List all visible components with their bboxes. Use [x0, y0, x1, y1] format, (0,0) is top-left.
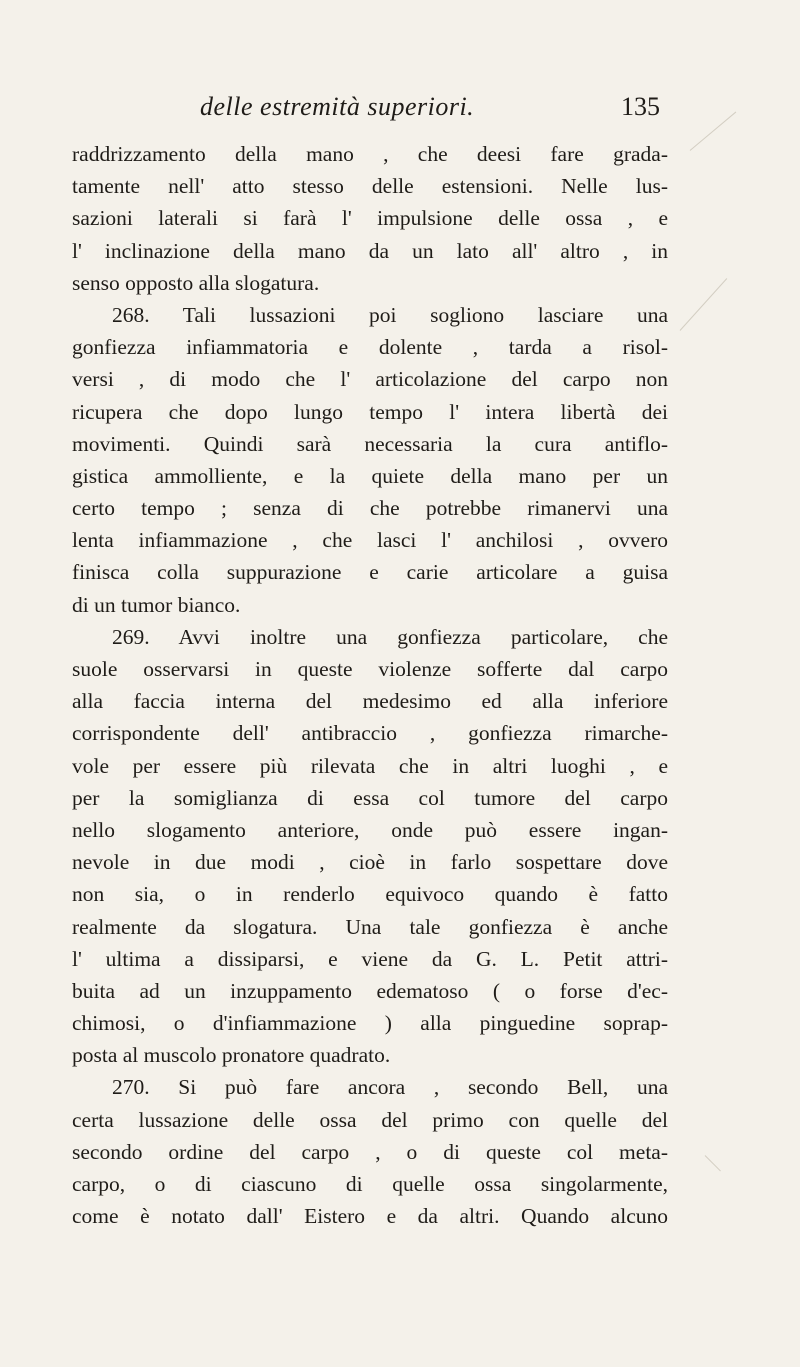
text-line: finisca colla suppurazione e carie articolare a guisa — [72, 560, 668, 585]
paragraph-start-269: 269. Avvi inoltre una gonfiezza particolare, che — [112, 624, 668, 649]
paper-crease-mark — [690, 112, 737, 151]
text-line: l' inclinazione della mano da un lato all' altro , in — [72, 238, 668, 263]
text-line: per la somiglianza di essa col tumore del carpo — [72, 785, 668, 810]
text-line: l' ultima a dissiparsi, e viene da G. L. Petit attri- — [72, 946, 668, 971]
running-head — [150, 92, 660, 132]
text-line: senso opposto alla slogatura. — [72, 270, 320, 295]
text-line: nevole in due modi , cioè in farlo sospettare dove — [72, 850, 668, 875]
text-line: suole osservarsi in queste violenze sofferte dal carpo — [72, 657, 668, 681]
text-line: versi , di modo che l' articolazione del carpo non — [72, 367, 668, 392]
text-line: certo tempo ; senza di che potrebbe rimanervi una — [72, 496, 668, 521]
paper-crease-mark — [680, 278, 728, 331]
text-line: carpo, o di ciascuno di quelle ossa singolarmente, — [72, 1172, 668, 1196]
text-line: vole per essere più rilevata che in altri luoghi , e — [72, 753, 668, 778]
text-line: certa lussazione delle ossa del primo con quelle del — [72, 1107, 668, 1132]
text-line: secondo ordine del carpo , o di queste col meta- — [72, 1139, 668, 1164]
text-line: gistica ammolliente, e la quiete della mano per un — [72, 463, 668, 488]
text-line: lenta infiammazione , che lasci l' anchilosi , ovvero — [72, 528, 668, 553]
paragraph-start-268: 268. Tali lussazioni poi sogliono lasciare una — [112, 302, 668, 327]
text-line: sazioni laterali si farà l' impulsione delle ossa , e — [72, 206, 668, 231]
text-line: come è notato dall' Eistero e da altri. Quando alcuno — [72, 1204, 668, 1229]
paper-crease-mark — [705, 1155, 721, 1171]
running-head-title: delle estremità superiori. — [200, 92, 475, 121]
text-line: tamente nell' atto stesso delle estensioni. Nelle lus- — [72, 174, 668, 199]
text-line: non sia, o in renderlo equivoco quando è fatto — [72, 882, 668, 907]
text-line: realmente da slogatura. Una tale gonfiezza è anche — [72, 914, 668, 939]
text-line: di un tumor bianco. — [72, 592, 241, 617]
text-line: corrispondente dell' antibraccio , gonfiezza rimarche- — [72, 721, 668, 746]
text-line: nello slogamento anteriore, onde può essere ingan- — [72, 817, 668, 842]
text-line: buita ad un inzuppamento edematoso ( o forse d'ec- — [72, 978, 668, 1003]
body-text — [72, 138, 668, 1232]
text-line: gonfiezza infiammatoria e dolente , tarda a risol- — [72, 335, 668, 360]
paragraph-start-270: 270. Si può fare ancora , secondo Bell, una — [112, 1075, 668, 1100]
text-line: movimenti. Quindi sarà necessaria la cura antiflo- — [72, 431, 668, 456]
text-line: alla faccia interna del medesimo ed alla inferiore — [72, 689, 668, 714]
text-line: ricupera che dopo lungo tempo l' intera libertà dei — [72, 399, 668, 424]
text-line: raddrizzamento della mano , che deesi fare grada- — [72, 142, 668, 166]
text-line: posta al muscolo pronatore quadrato. — [72, 1043, 391, 1068]
page-number: 135 — [621, 92, 660, 121]
text-line: chimosi, o d'infiammazione ) alla pinguedine soprap- — [72, 1011, 668, 1036]
